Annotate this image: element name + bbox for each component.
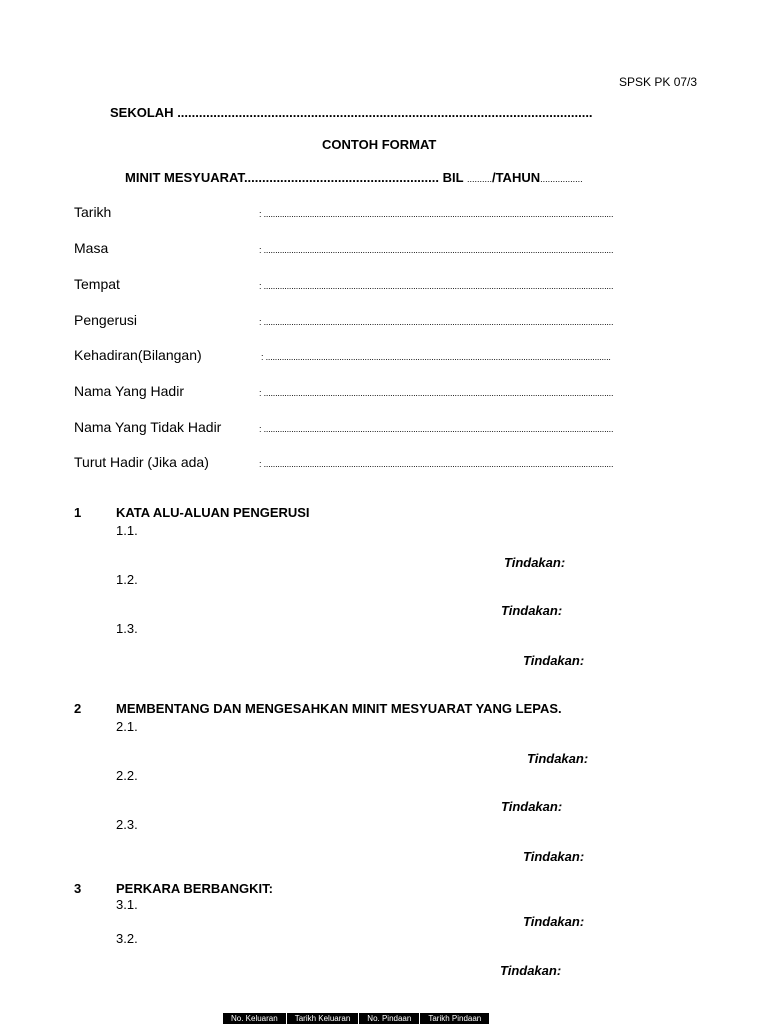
bil-dots: ..........	[466, 174, 492, 184]
section-title: PERKARA BERBANGKIT:	[116, 881, 273, 896]
field-value-line: : ........................................................................................................................................................	[259, 424, 614, 434]
field-label: Pengerusi	[74, 312, 138, 328]
document-footer	[223, 1013, 489, 1024]
agenda-item-number: 3.2.	[116, 931, 138, 946]
field-value-line: : ........................................................................................................................................................	[259, 209, 614, 219]
agenda-item-number: 2.1.	[116, 719, 138, 734]
bil-label: BIL	[442, 170, 464, 185]
minit-label: MINIT MESYUARAT	[125, 170, 244, 185]
agenda-item-number: 2.3.	[116, 817, 138, 832]
section-number: 2	[74, 701, 82, 716]
tindakan-label: Tindakan:	[500, 963, 562, 978]
field-label: Kehadiran(Bilangan)	[74, 347, 202, 363]
document-reference: SPSK PK 07/3	[619, 75, 698, 89]
field-value-line: : ........................................................................................................................................................	[259, 388, 614, 398]
tindakan-label: Tindakan:	[523, 914, 585, 929]
field-value-line: : ........................................................................................................................................................	[259, 459, 614, 469]
field-value-line: : ........................................................................................................................................................	[259, 245, 614, 255]
tindakan-label: Tindakan:	[523, 653, 585, 668]
agenda-item-number: 1.3.	[116, 621, 138, 636]
tindakan-label: Tindakan:	[504, 555, 566, 570]
field-label: Tarikh	[74, 204, 112, 220]
tahun-dots: .................	[540, 174, 583, 184]
field-value-line: : ........................................................................................................................................................	[259, 281, 614, 291]
tindakan-label: Tindakan:	[527, 751, 589, 766]
field-label: Turut Hadir (Jika ada)	[74, 454, 209, 470]
school-line	[110, 105, 593, 120]
footer-no-keluaran: No. Keluaran	[223, 1013, 287, 1024]
field-label: Tempat	[74, 276, 120, 292]
agenda-item-number: 1.2.	[116, 572, 138, 587]
section-number: 3	[74, 881, 82, 896]
section-number: 1	[74, 505, 82, 520]
tindakan-label: Tindakan:	[523, 849, 585, 864]
agenda-item-number: 1.1.	[116, 523, 138, 538]
footer-tarikh-pindaan: Tarikh Pindaan	[428, 1014, 482, 1023]
tindakan-label: Tindakan:	[501, 603, 563, 618]
section-title: KATA ALU-ALUAN PENGERUSI	[116, 505, 310, 520]
school-dots: ...................................................................................................................	[177, 105, 593, 120]
field-label: Masa	[74, 240, 109, 256]
field-value-line: : ......................................................................................................................................................	[261, 352, 611, 362]
school-label: SEKOLAH	[110, 105, 174, 120]
agenda-item-number: 3.1.	[116, 897, 138, 912]
footer-no-pindaan: No. Pindaan	[359, 1013, 420, 1024]
field-label: Nama Yang Hadir	[74, 383, 184, 399]
tindakan-label: Tindakan:	[501, 799, 563, 814]
tahun-label: /TAHUN	[491, 170, 541, 185]
footer-tarikh-keluaran: Tarikh Keluaran	[287, 1013, 360, 1024]
minit-dots: ......................................................	[243, 170, 439, 185]
field-label: Nama Yang Tidak Hadir	[74, 419, 222, 435]
field-value-line: : ........................................................................................................................................................	[259, 317, 614, 327]
agenda-item-number: 2.2.	[116, 768, 138, 783]
section-title: MEMBENTANG DAN MENGESAHKAN MINIT MESYUARAT YANG LEPAS.	[116, 701, 562, 716]
minit-line	[125, 170, 583, 185]
form-title: CONTOH FORMAT	[322, 137, 437, 152]
